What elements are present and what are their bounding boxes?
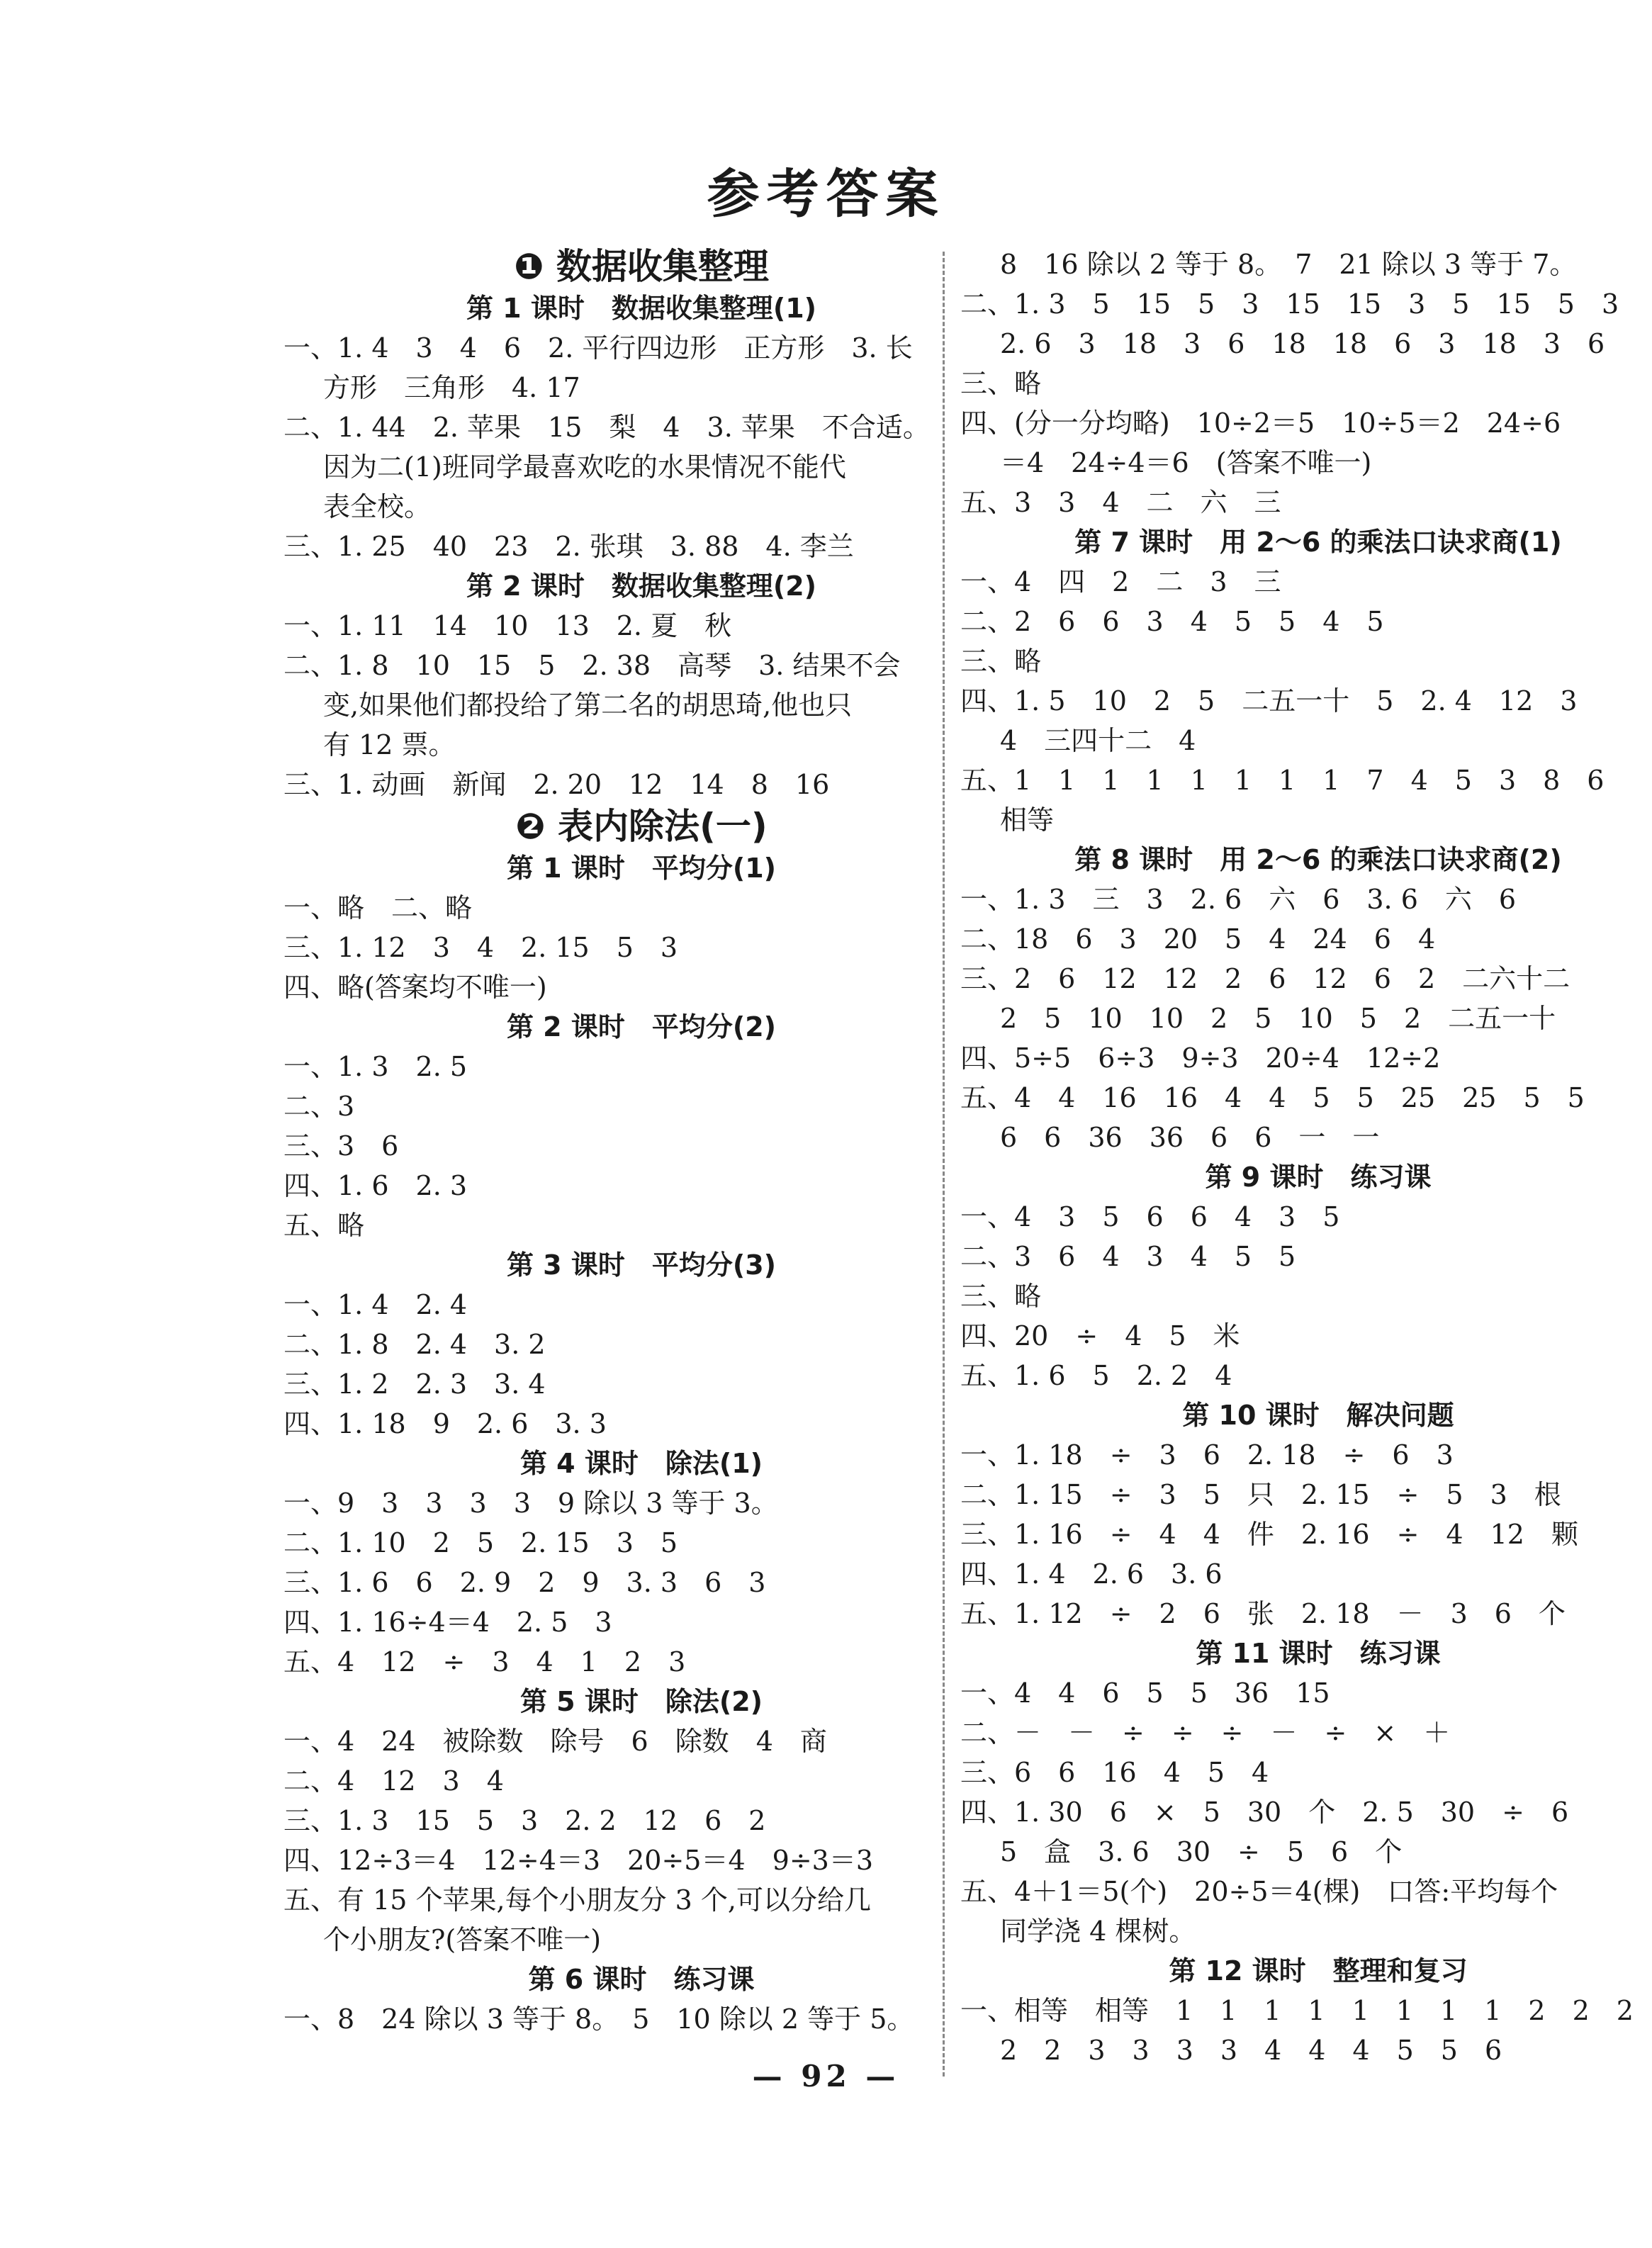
answer-line: 二、－ － ÷ ÷ ÷ － ÷ × ＋: [960, 1717, 1451, 1748]
lesson-heading: 第 8 课时 用 2～6 的乘法口诀求商(2): [1074, 844, 1562, 875]
answer-line: 四、1. 4 2. 6 3. 6: [960, 1558, 1223, 1590]
right-column: [960, 245, 1652, 2070]
answer-line: 四、20 ÷ 4 5 米: [960, 1320, 1240, 1351]
answer-line: 五、1. 6 5 2. 2 4: [960, 1360, 1232, 1391]
answer-line: 一、4 24 被除数 除号 6 除数 4 商: [283, 1726, 827, 1757]
chapter-heading: ❷ 表内除法(一): [515, 806, 768, 847]
answer-line: 四、1. 16÷4＝4 2. 5 3: [283, 1607, 612, 1638]
answer-line: 因为二(1)班同学最喜欢吃的水果情况不能代: [323, 451, 846, 483]
lesson-heading: 第 1 课时 平均分(1): [506, 853, 777, 884]
answer-line: 二、1. 15 ÷ 3 5 只 2. 15 ÷ 5 3 根: [960, 1479, 1561, 1510]
answer-line: 四、1. 18 9 2. 6 3. 3: [283, 1408, 607, 1439]
answer-line: 相等: [1000, 804, 1055, 836]
answer-line: 2 2 3 3 3 3 4 4 4 5 5 6: [1000, 2035, 1502, 2066]
answer-line: 五、有 15 个苹果,每个小朋友分 3 个,可以分给几: [283, 1884, 872, 1916]
answer-line: 四、5÷5 6÷3 9÷3 20÷4 12÷2: [960, 1042, 1441, 1074]
answer-line: 三、1. 12 3 4 2. 15 5 3: [283, 932, 678, 963]
answer-line: 变,如果他们都投给了第二名的胡思琦,他也只: [323, 690, 853, 721]
answer-line: 8 16 除以 2 等于 8。 7 21 除以 3 等于 7。: [1000, 249, 1577, 280]
lesson-heading: 第 1 课时 数据收集整理(1): [466, 293, 817, 324]
answer-line: 一、1. 3 2. 5: [283, 1051, 468, 1082]
answer-line: 三、3 6: [283, 1130, 399, 1162]
answer-line: 有 12 票。: [323, 729, 456, 760]
page-number: — 92 —: [752, 2059, 900, 2094]
answer-line: 一、4 四 2 二 3 三: [960, 566, 1281, 597]
left-column: [283, 245, 999, 2039]
lesson-heading: 第 10 课时 解决问题: [1182, 1400, 1454, 1431]
answer-line: 同学浇 4 棵树。: [1000, 1916, 1196, 1947]
answer-line: 一、4 3 5 6 6 4 3 5: [960, 1201, 1340, 1232]
answer-line: 二、2 6 6 3 4 5 5 4 5: [960, 606, 1384, 637]
answer-line: 三、略: [960, 646, 1042, 677]
lesson-heading: 第 3 课时 平均分(3): [506, 1249, 777, 1281]
answer-line: 二、18 6 3 20 5 4 24 6 4: [960, 923, 1436, 955]
answer-line: 二、3 6 4 3 4 5 5: [960, 1241, 1296, 1272]
answer-line: 6 6 36 36 6 6 一 一: [1000, 1122, 1380, 1153]
answer-line: 二、3: [283, 1091, 355, 1122]
answer-line: 二、1. 8 2. 4 3. 2: [283, 1329, 546, 1360]
answer-line: 4 三四十二 4: [1000, 725, 1196, 756]
answer-line: 三、略: [960, 368, 1042, 399]
answer-line: 五、1 1 1 1 1 1 1 1 7 4 5 3 8 6: [960, 765, 1605, 796]
answer-line: 一、略 二、略: [283, 892, 473, 923]
lesson-heading: 第 2 课时 数据收集整理(2): [466, 571, 817, 602]
answer-line: 三、2 6 12 12 2 6 12 6 2 二六十二: [960, 963, 1570, 994]
answer-line: 三、1. 6 6 2. 9 2 9 3. 3 6 3: [283, 1567, 766, 1598]
answer-line: 2 5 10 10 2 5 10 5 2 二五一十: [1000, 1003, 1556, 1034]
answer-line: 二、1. 10 2 5 2. 15 3 5: [283, 1527, 678, 1558]
answer-line: 一、1. 4 2. 4: [283, 1289, 468, 1320]
answer-line: 一、8 24 除以 3 等于 8。 5 10 除以 2 等于 5。: [283, 2003, 914, 2035]
answer-line: 表全校。: [323, 491, 432, 522]
answer-line: 五、3 3 4 二 六 三: [960, 487, 1281, 518]
column-divider: [943, 252, 945, 2076]
answer-line: 五、略: [283, 1210, 365, 1241]
answer-line: 二、1. 8 10 15 5 2. 38 高琴 3. 结果不会: [283, 650, 901, 681]
answer-line: 四、1. 30 6 × 5 30 个 2. 5 30 ÷ 6: [960, 1797, 1569, 1828]
answer-line: 一、1. 11 14 10 13 2. 夏 秋: [283, 610, 732, 641]
answer-line: 5 盒 3. 6 30 ÷ 5 6 个: [1000, 1836, 1403, 1867]
answer-line: 二、1. 44 2. 苹果 15 梨 4 3. 苹果 不合适。: [283, 412, 930, 443]
answer-line: ＝4 24÷4＝6 (答案不唯一): [1000, 447, 1372, 478]
answer-line: 二、1. 3 5 15 5 3 15 15 3 5 15 5 3: [960, 288, 1619, 320]
lesson-heading: 第 2 课时 平均分(2): [506, 1011, 777, 1042]
answer-line: 三、1. 动画 新闻 2. 20 12 14 8 16: [283, 769, 830, 800]
lesson-heading: 第 7 课时 用 2～6 的乘法口诀求商(1): [1074, 527, 1562, 558]
lesson-heading: 第 6 课时 练习课: [528, 1964, 755, 1995]
answer-line: 四、1. 5 10 2 5 二五一十 5 2. 4 12 3: [960, 685, 1578, 716]
page-title: 参考答案: [707, 164, 945, 225]
answer-line: 四、(分一分均略) 10÷2＝5 10÷5＝2 24÷6: [960, 408, 1561, 439]
answer-line: 个小朋友?(答案不唯一): [323, 1924, 602, 1955]
chapter-heading: ❶ 数据收集整理: [514, 246, 769, 287]
answer-line: 五、4 4 16 16 4 4 5 5 25 25 5 5: [960, 1082, 1585, 1113]
answer-line: 一、1. 18 ÷ 3 6 2. 18 ÷ 6 3: [960, 1439, 1454, 1471]
answer-line: 方形 三角形 4. 17: [323, 372, 580, 403]
answer-line: 三、1. 3 15 5 3 2. 2 12 6 2: [283, 1805, 766, 1836]
answer-line: 2. 6 3 18 3 6 18 18 6 3 18 3 6: [1000, 328, 1605, 359]
lesson-heading: 第 11 课时 练习课: [1196, 1638, 1441, 1669]
answer-line: 四、12÷3＝4 12÷4＝3 20÷5＝4 9÷3＝3: [283, 1845, 874, 1876]
answer-line: 一、1. 4 3 4 6 2. 平行四边形 正方形 3. 长: [283, 332, 913, 364]
answer-line: 五、4 12 ÷ 3 4 1 2 3: [283, 1646, 686, 1677]
answer-line: 一、1. 3 三 3 2. 6 六 6 3. 6 六 6: [960, 884, 1517, 915]
answer-line: 二、4 12 3 4: [283, 1765, 504, 1797]
answer-line: 一、9 3 3 3 3 9 除以 3 等于 3。: [283, 1488, 778, 1519]
answer-line: 四、略(答案均不唯一): [283, 972, 547, 1003]
lesson-heading: 第 4 课时 除法(1): [519, 1448, 763, 1479]
answer-line: 四、1. 6 2. 3: [283, 1170, 468, 1201]
answer-line: 五、1. 12 ÷ 2 6 张 2. 18 － 3 6 个: [960, 1598, 1566, 1629]
answer-line: 三、略: [960, 1281, 1042, 1312]
answer-line: 三、6 6 16 4 5 4: [960, 1757, 1269, 1788]
answer-line: 三、1. 16 ÷ 4 4 件 2. 16 ÷ 4 12 颗: [960, 1519, 1578, 1550]
answer-line: 一、4 4 6 5 5 36 15: [960, 1677, 1330, 1709]
lesson-heading: 第 9 课时 练习课: [1205, 1162, 1432, 1193]
lesson-heading: 第 5 课时 除法(2): [519, 1686, 763, 1717]
answer-line: 三、1. 2 2. 3 3. 4: [283, 1369, 546, 1400]
lesson-heading: 第 12 课时 整理和复习: [1169, 1955, 1468, 1986]
answer-line: 一、相等 相等 1 1 1 1 1 1 1 1 2 2 2: [960, 1995, 1634, 2026]
answer-line: 五、4＋1＝5(个) 20÷5＝4(棵) 口答:平均每个: [960, 1876, 1558, 1907]
answer-line: 三、1. 25 40 23 2. 张琪 3. 88 4. 李兰: [283, 531, 854, 562]
